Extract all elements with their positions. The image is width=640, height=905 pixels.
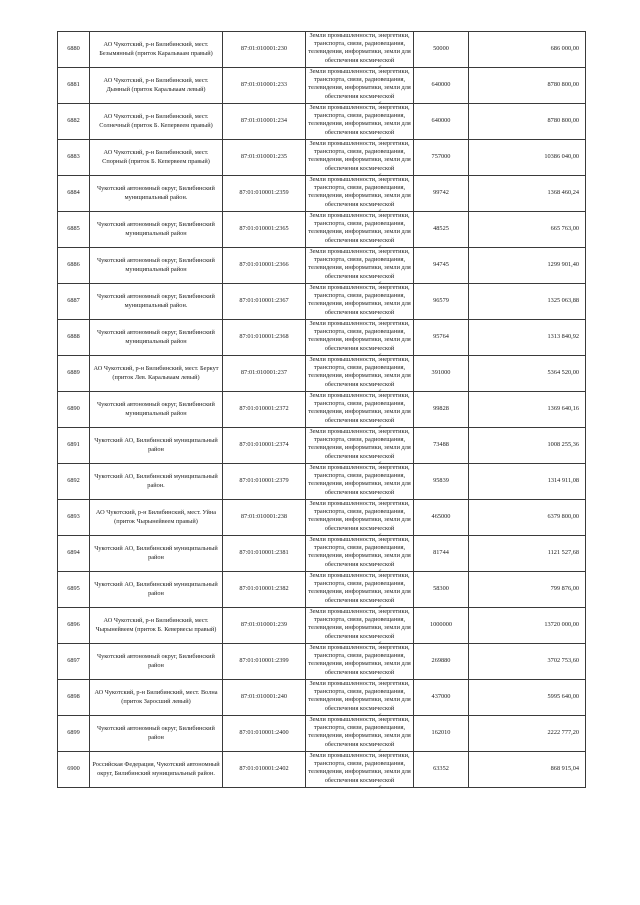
address-text: АО Чукотский, р-н Билибинский, мест. Спорный (приток Б. Кепервеем правый) [102, 149, 210, 165]
area-value: 99828 [414, 392, 469, 428]
table-row [58, 320, 586, 356]
table-row [58, 572, 586, 608]
land-category-text: Земли промышленности, энергетики, транспорта, связи, радиовещания, телевидения, информатики, земли для обеспечения космической [308, 248, 411, 280]
cadastral-value: 1325 063,88 [469, 284, 586, 320]
land-category-cell [306, 572, 414, 608]
cadastral-number: 87:01:010001:2372 [223, 392, 306, 428]
land-category-cell [306, 608, 414, 644]
address-cell [90, 104, 223, 140]
address-cell [90, 464, 223, 500]
row-number: 6891 [58, 428, 90, 464]
cadastral-value: 8780 800,00 [469, 68, 586, 104]
land-category-text: Земли промышленности, энергетики, транспорта, связи, радиовещания, телевидения, информатики, земли для обеспечения космической [308, 644, 411, 676]
area-value: 269880 [414, 644, 469, 680]
row-number: 6885 [58, 212, 90, 248]
table-row [58, 464, 586, 500]
cadastral-value: 8780 800,00 [469, 104, 586, 140]
area-value: 757000 [414, 140, 469, 176]
cadastral-number: 87:01:010001:2402 [223, 752, 306, 788]
land-category-clip [306, 212, 413, 247]
land-category-text: Земли промышленности, энергетики, транспорта, связи, радиовещания, телевидения, информатики, земли для обеспечения космической [308, 392, 411, 424]
land-category-text: Земли промышленности, энергетики, транспорта, связи, радиовещания, телевидения, информатики, земли для обеспечения космической [308, 104, 411, 136]
address-cell [90, 608, 223, 644]
land-category-clip [306, 536, 413, 571]
address-text: Чукотский АО, Билибинский муниципальный район [94, 437, 218, 453]
land-category-clip [306, 428, 413, 463]
address-text: АО Чукотский, р-н Билибинский, мест. Уйна (приток Чырынейвеем правый) [95, 509, 217, 525]
cadastral-value: 686 000,00 [469, 32, 586, 68]
land-category-cell [306, 752, 414, 788]
land-category-text: Земли промышленности, энергетики, транспорта, связи, радиовещания, телевидения, информатики, земли для обеспечения космической [308, 536, 411, 568]
address-cell [90, 32, 223, 68]
area-value: 50000 [414, 32, 469, 68]
land-category-clip [306, 68, 413, 103]
address-cell [90, 140, 223, 176]
area-value: 162010 [414, 716, 469, 752]
address-cell [90, 320, 223, 356]
address-text: Чукотский АО, Билибинский муниципальный район [94, 581, 218, 597]
row-number: 6894 [58, 536, 90, 572]
table-row [58, 356, 586, 392]
cadastral-number: 87:01:010001:233 [223, 68, 306, 104]
cadastral-number: 87:01:010001:230 [223, 32, 306, 68]
land-category-cell [306, 212, 414, 248]
cadastral-value: 1314 911,08 [469, 464, 586, 500]
area-value: 99742 [414, 176, 469, 212]
land-category-cell [306, 140, 414, 176]
address-cell [90, 536, 223, 572]
table-row [58, 752, 586, 788]
address-cell [90, 284, 223, 320]
cadastral-value: 10386 040,00 [469, 140, 586, 176]
address-text: Чукотский автономный округ, Билибинский муниципальный район [97, 401, 215, 417]
area-value: 640000 [414, 104, 469, 140]
area-value: 96579 [414, 284, 469, 320]
row-number: 6886 [58, 248, 90, 284]
land-category-cell [306, 356, 414, 392]
land-category-text: Земли промышленности, энергетики, транспорта, связи, радиовещания, телевидения, информатики, земли для обеспечения космической [308, 356, 411, 388]
address-cell [90, 248, 223, 284]
land-category-clip [306, 320, 413, 355]
address-text: Чукотский АО, Билибинский муниципальный район. [94, 473, 218, 489]
land-category-cell [306, 428, 414, 464]
cadastral-number: 87:01:010001:2379 [223, 464, 306, 500]
area-value: 1000000 [414, 608, 469, 644]
land-category-clip [306, 716, 413, 751]
row-number: 6883 [58, 140, 90, 176]
row-number: 6887 [58, 284, 90, 320]
table-row [58, 536, 586, 572]
land-category-text: Земли промышленности, энергетики, транспорта, связи, радиовещания, телевидения, информатики, земли для обеспечения космической [308, 752, 411, 784]
land-category-text: Земли промышленности, энергетики, транспорта, связи, радиовещания, телевидения, информатики, земли для обеспечения космической [308, 32, 411, 64]
cadastral-number: 87:01:010001:2367 [223, 284, 306, 320]
cadastral-value: 1299 901,40 [469, 248, 586, 284]
address-text: АО Чукотский, р-н Билибинский, мест. Солнечный (приток Б. Кепервеем правый) [99, 113, 213, 129]
row-number: 6893 [58, 500, 90, 536]
land-category-text: Земли промышленности, энергетики, транспорта, связи, радиовещания, телевидения, информатики, земли для обеспечения космической [308, 464, 411, 496]
land-category-cell [306, 68, 414, 104]
area-value: 465000 [414, 500, 469, 536]
address-cell [90, 500, 223, 536]
address-cell [90, 752, 223, 788]
row-number: 6880 [58, 32, 90, 68]
table-row [58, 68, 586, 104]
cadastral-number: 87:01:010001:238 [223, 500, 306, 536]
cadastral-number: 87:01:010001:2365 [223, 212, 306, 248]
cadastral-number: 87:01:010001:2368 [223, 320, 306, 356]
table-row [58, 500, 586, 536]
address-cell [90, 392, 223, 428]
cadastral-value: 5995 640,00 [469, 680, 586, 716]
address-text: АО Чукотский, р-н Билибинский, мест. Чырынейвеем (приток Б. Кевервесы правый) [95, 617, 217, 633]
cadastral-value: 13720 000,00 [469, 608, 586, 644]
table-row [58, 428, 586, 464]
cadastral-value: 1368 460,24 [469, 176, 586, 212]
table-row [58, 644, 586, 680]
land-category-cell [306, 176, 414, 212]
cadastral-number: 87:01:010001:2374 [223, 428, 306, 464]
cadastral-value: 2222 777,20 [469, 716, 586, 752]
land-category-clip [306, 284, 413, 319]
land-category-text: Земли промышленности, энергетики, транспорта, связи, радиовещания, телевидения, информатики, земли для обеспечения космической [308, 608, 411, 640]
land-category-text: Земли промышленности, энергетики, транспорта, связи, радиовещания, телевидения, информатики, земли для обеспечения космической [308, 572, 411, 604]
cadastral-value: 665 763,00 [469, 212, 586, 248]
address-cell [90, 68, 223, 104]
row-number: 6889 [58, 356, 90, 392]
land-category-text: Земли промышленности, энергетики, транспорта, связи, радиовещания, телевидения, информатики, земли для обеспечения космической [308, 428, 411, 460]
land-category-clip [306, 752, 413, 787]
table-row [58, 608, 586, 644]
land-category-text: Земли промышленности, энергетики, транспорта, связи, радиовещания, телевидения, информатики, земли для обеспечения космической [308, 176, 411, 208]
land-category-cell [306, 32, 414, 68]
address-cell [90, 356, 223, 392]
address-text: Чукотский автономный округ, Билибинский муниципальный район [97, 221, 215, 237]
land-category-clip [306, 500, 413, 535]
address-text: Чукотский автономный округ, Билибинский район [97, 653, 215, 669]
address-text: Чукотский автономный округ, Билибинский муниципальный район [97, 329, 215, 345]
address-cell [90, 716, 223, 752]
address-cell [90, 176, 223, 212]
cadastral-number: 87:01:010001:235 [223, 140, 306, 176]
land-category-text: Земли промышленности, энергетики, транспорта, связи, радиовещания, телевидения, информатики, земли для обеспечения космической [308, 140, 411, 172]
area-value: 63352 [414, 752, 469, 788]
land-category-cell [306, 392, 414, 428]
address-text: АО Чукотский, р-н Билибинский, мест. Дымный (приток Каральваам левый) [103, 77, 209, 93]
land-category-cell [306, 500, 414, 536]
cadastral-number: 87:01:010001:2400 [223, 716, 306, 752]
table-row [58, 32, 586, 68]
cadastral-number: 87:01:010001:2359 [223, 176, 306, 212]
row-number: 6896 [58, 608, 90, 644]
row-number: 6882 [58, 104, 90, 140]
cadastral-value: 5364 520,00 [469, 356, 586, 392]
land-category-cell [306, 104, 414, 140]
land-category-text: Земли промышленности, энергетики, транспорта, связи, радиовещания, телевидения, информатики, земли для обеспечения космической [308, 716, 411, 748]
cadastral-number: 87:01:010001:240 [223, 680, 306, 716]
row-number: 6895 [58, 572, 90, 608]
row-number: 6890 [58, 392, 90, 428]
area-value: 94745 [414, 248, 469, 284]
land-category-text: Земли промышленности, энергетики, транспорта, связи, радиовещания, телевидения, информатики, земли для обеспечения космической [308, 212, 411, 244]
table-row [58, 284, 586, 320]
table-row [58, 248, 586, 284]
table-body [58, 32, 586, 788]
address-text: Чукотский автономный округ, Билибинский муниципальный район. [97, 293, 215, 309]
land-category-clip [306, 104, 413, 139]
land-category-cell [306, 464, 414, 500]
land-category-text: Земли промышленности, энергетики, транспорта, связи, радиовещания, телевидения, информатики, земли для обеспечения космической [308, 680, 411, 712]
land-category-cell [306, 320, 414, 356]
area-value: 391000 [414, 356, 469, 392]
table-row [58, 716, 586, 752]
address-text: Чукотский АО, Билибинский муниципальный район [94, 545, 218, 561]
address-text: Чукотский автономный округ, Билибинский район [97, 725, 215, 741]
land-category-text: Земли промышленности, энергетики, транспорта, связи, радиовещания, телевидения, информатики, земли для обеспечения космической [308, 320, 411, 352]
row-number: 6899 [58, 716, 90, 752]
cadastral-value: 6379 800,00 [469, 500, 586, 536]
land-registry-table [57, 31, 586, 788]
cadastral-value: 1121 527,68 [469, 536, 586, 572]
cadastral-value: 799 876,00 [469, 572, 586, 608]
area-value: 437000 [414, 680, 469, 716]
address-text: АО Чукотский, р-н Билибинский, мест. Волна (приток Заросший левый) [94, 689, 218, 705]
address-text: Российская Федерация, Чукотский автономный округ, Билибинский муниципальный район. [92, 761, 220, 777]
address-cell [90, 428, 223, 464]
table-row [58, 176, 586, 212]
land-category-cell [306, 644, 414, 680]
land-category-clip [306, 608, 413, 643]
cadastral-value: 1369 640,16 [469, 392, 586, 428]
area-value: 48525 [414, 212, 469, 248]
address-text: АО Чукотский, р-н Билибинский, мест. Безымянный (приток Каральваам правый) [99, 41, 213, 57]
land-category-cell [306, 284, 414, 320]
row-number: 6888 [58, 320, 90, 356]
area-value: 58300 [414, 572, 469, 608]
row-number: 6898 [58, 680, 90, 716]
table-row [58, 392, 586, 428]
land-category-clip [306, 680, 413, 715]
land-category-text: Земли промышленности, энергетики, транспорта, связи, радиовещания, телевидения, информатики, земли для обеспечения космической [308, 68, 411, 100]
address-cell [90, 212, 223, 248]
land-category-clip [306, 464, 413, 499]
address-cell [90, 680, 223, 716]
row-number: 6900 [58, 752, 90, 788]
area-value: 95764 [414, 320, 469, 356]
land-category-cell [306, 716, 414, 752]
table-row [58, 140, 586, 176]
cadastral-value: 1313 840,92 [469, 320, 586, 356]
address-text: АО Чукотский, р-н Билибинский, мест. Беркут (приток Лев. Каральваам левый) [93, 365, 219, 381]
land-category-clip [306, 32, 413, 67]
area-value: 81744 [414, 536, 469, 572]
area-value: 95839 [414, 464, 469, 500]
land-category-cell [306, 680, 414, 716]
cadastral-number: 87:01:010001:2382 [223, 572, 306, 608]
row-number: 6881 [58, 68, 90, 104]
row-number: 6897 [58, 644, 90, 680]
table-row [58, 104, 586, 140]
land-category-clip [306, 392, 413, 427]
address-cell [90, 644, 223, 680]
land-category-clip [306, 644, 413, 679]
land-category-clip [306, 356, 413, 391]
cadastral-number: 87:01:010001:234 [223, 104, 306, 140]
land-category-clip [306, 248, 413, 283]
land-category-cell [306, 536, 414, 572]
cadastral-number: 87:01:010001:239 [223, 608, 306, 644]
area-value: 73488 [414, 428, 469, 464]
cadastral-value: 1008 255,36 [469, 428, 586, 464]
cadastral-value: 868 915,04 [469, 752, 586, 788]
land-category-cell [306, 248, 414, 284]
land-category-clip [306, 572, 413, 607]
address-text: Чукотский автономный округ, Билибинский муниципальный район. [97, 185, 215, 201]
land-category-clip [306, 176, 413, 211]
table-row [58, 680, 586, 716]
land-category-text: Земли промышленности, энергетики, транспорта, связи, радиовещания, телевидения, информатики, земли для обеспечения космической [308, 500, 411, 532]
address-cell [90, 572, 223, 608]
land-category-clip [306, 140, 413, 175]
cadastral-value: 3702 753,60 [469, 644, 586, 680]
cadastral-number: 87:01:010001:2399 [223, 644, 306, 680]
area-value: 640000 [414, 68, 469, 104]
land-category-text: Земли промышленности, энергетики, транспорта, связи, радиовещания, телевидения, информатики, земли для обеспечения космической [308, 284, 411, 316]
cadastral-number: 87:01:010001:2381 [223, 536, 306, 572]
cadastral-number: 87:01:010001:2366 [223, 248, 306, 284]
row-number: 6884 [58, 176, 90, 212]
address-text: Чукотский автономный округ, Билибинский муниципальный район [97, 257, 215, 273]
row-number: 6892 [58, 464, 90, 500]
cadastral-number: 87:01:010001:237 [223, 356, 306, 392]
table-row [58, 212, 586, 248]
